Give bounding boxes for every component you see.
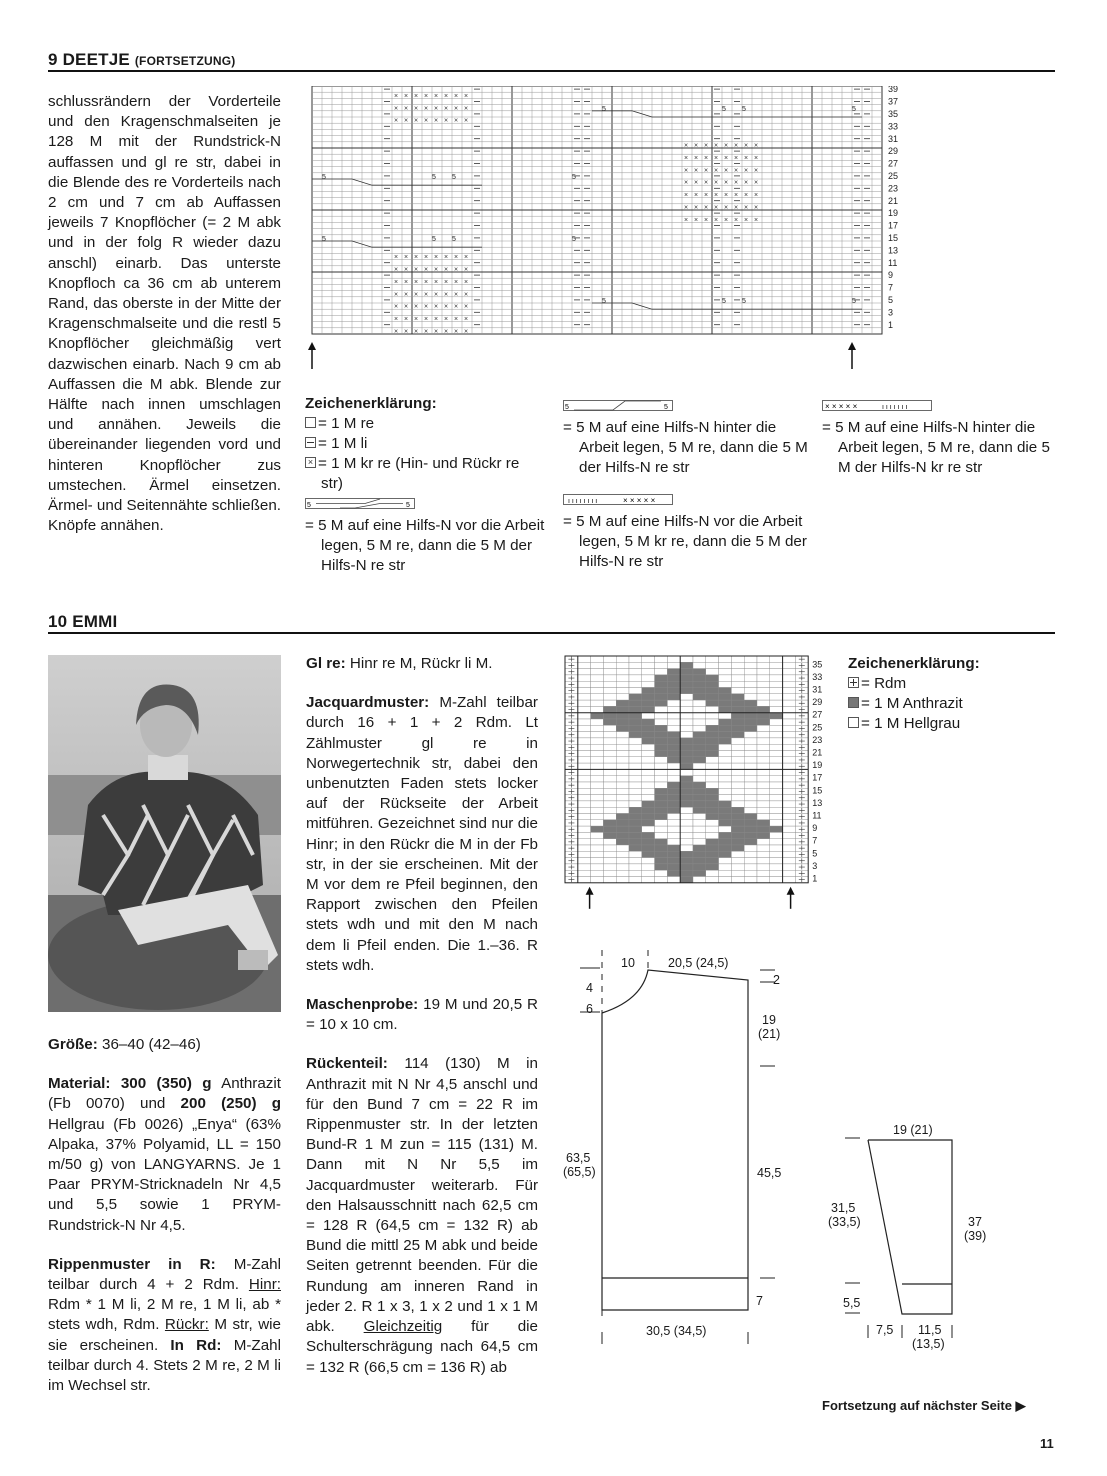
svg-text:×: ×: [414, 117, 419, 125]
row-label: 9: [812, 823, 818, 834]
empty-box-icon: [305, 417, 316, 428]
svg-text:×: ×: [744, 179, 749, 187]
svg-text:×: ×: [424, 117, 429, 125]
sleeve-335: (33,5): [828, 1215, 861, 1229]
svg-text:×: ×: [424, 278, 429, 286]
svg-text:×: ×: [734, 142, 739, 150]
svg-text:×: ×: [434, 303, 439, 311]
svg-text:×: ×: [754, 154, 759, 162]
svg-text:×: ×: [454, 316, 459, 324]
body-schematic: [560, 940, 800, 1350]
section-9-rule: [48, 70, 1055, 72]
cable-back-kr-symbol-icon: [822, 400, 932, 412]
svg-text:×: ×: [454, 254, 459, 262]
svg-text:×: ×: [714, 154, 719, 162]
svg-text:×: ×: [684, 154, 689, 162]
svg-text:×: ×: [724, 204, 729, 212]
svg-text:×: ×: [734, 204, 739, 212]
row-label: 35: [812, 659, 823, 670]
svg-text:×: ×: [464, 105, 469, 113]
svg-text:×: ×: [424, 254, 429, 262]
svg-text:×: ×: [414, 105, 419, 113]
svg-text:×: ×: [404, 254, 409, 262]
svg-text:×: ×: [394, 92, 399, 100]
svg-text:×: ×: [434, 105, 439, 113]
jacquard-chart: [560, 654, 850, 916]
row-label: 23: [812, 734, 823, 745]
svg-text:×: ×: [444, 303, 449, 311]
section-10-col1: Größe: 36–40 (42–46) Material: 300 (350) g Anthrazit (Fb 0070) und 200 (250) g Hellgrau (Fb 0026) „Enya“ (63% Alpaka, 37% Polyamid, LL = 150 m/50 g) von LANGYARNS. Je 1 Paar PRYM-Stricknadeln Nr 4,5 und 5,5 sowie 1 PRYM-Rundstrick-N Nr 4,5. Rippenmuster in R: M-Zahl teilbar durch 4 + 2 Rdm. Hinr: Rdm * 1 M li, 2 M re, 1 M li, ab * stets wdh, Rdm. Rückr: M str, wie sie erscheinen. In Rd: M-Zahl teilbar durch 4. Stets 2 M re, 2 M li im Wechsel str.: [48, 1036, 281, 1395]
svg-text:5: 5: [742, 298, 746, 305]
svg-text:×: ×: [464, 266, 469, 274]
svg-text:×: ×: [684, 142, 689, 150]
svg-text:×: ×: [684, 204, 689, 212]
sleeve-schematic: [840, 1120, 980, 1355]
measure-7: 7: [756, 1294, 763, 1308]
row-label: 19: [812, 760, 823, 771]
row-label: 19: [888, 208, 899, 219]
svg-text:×: ×: [414, 278, 419, 286]
row-label: 13: [812, 797, 823, 808]
svg-text:×: ×: [464, 117, 469, 125]
svg-text:5: 5: [852, 298, 856, 305]
svg-text:×: ×: [724, 142, 729, 150]
plus-box-icon: [848, 677, 859, 688]
continue-note: Fortsetzung auf nächster Seite ▶: [822, 1398, 1026, 1413]
svg-text:5: 5: [722, 105, 726, 113]
svg-text:×: ×: [424, 105, 429, 113]
svg-text:5: 5: [722, 298, 726, 305]
row-label: 13: [888, 245, 899, 256]
row-label: 27: [888, 158, 899, 169]
svg-text:×: ×: [734, 154, 739, 162]
light-box-icon: [848, 717, 859, 728]
section-10-rule: [48, 632, 1055, 634]
svg-text:×: ×: [714, 204, 719, 212]
svg-text:5: 5: [452, 174, 456, 181]
dark-box-icon: [848, 697, 859, 708]
svg-text:×: ×: [684, 167, 689, 175]
svg-text:×: ×: [724, 167, 729, 175]
section-9-legend-col3: × × × × × ı ı ı ı ı ı ı = 5 M auf eine Hilfs-N hinter die Arbeit legen, 5 M re, dann die 5 M der Hilfs-N kr re str: [822, 402, 1050, 476]
svg-text:×: ×: [684, 216, 689, 224]
svg-text:×: ×: [714, 167, 719, 175]
svg-text:×: ×: [734, 192, 739, 200]
svg-text:5: 5: [572, 236, 576, 243]
row-label: 1: [888, 319, 894, 330]
svg-text:×: ×: [454, 328, 459, 336]
svg-text:×: ×: [394, 291, 399, 299]
svg-text:×: ×: [394, 278, 399, 286]
svg-text:×: ×: [394, 328, 399, 336]
svg-text:×: ×: [464, 328, 469, 336]
svg-text:×: ×: [434, 117, 439, 125]
svg-text:×: ×: [444, 92, 449, 100]
svg-text:×: ×: [434, 316, 439, 324]
svg-text:×: ×: [394, 105, 399, 113]
row-label: 17: [812, 772, 823, 783]
svg-text:5: 5: [572, 174, 576, 181]
sleeve-top: 19 (21): [893, 1123, 933, 1137]
svg-text:×: ×: [754, 192, 759, 200]
svg-text:×: ×: [694, 167, 699, 175]
svg-text:5: 5: [432, 174, 436, 181]
section-9-text: schlussrändern der Vorderteile und den Kragenschmalseiten je 128 M mit der Rundstrick-N auffassen und gl re str, dabei in die Blende des re Vorderteils nach 2 cm und 7 cm ab Auffassen jeweils 7 Knopflöcher (= 2 M abk und in der folg R wieder dazu anschl) einarb. Das unterste Knopfloch ca 36 cm ab unterem Rand, das oberste in der Mitte der Kragenschmalseite und die restl 5 Knopflöcher gleichmäßig vert dazwischen einarb. Nach 9 cm ab Auffassen die M abk. Blende zur Hälfte nach innen umschlagen und annähen. Jeweils die übereinander liegenden vord und hinteren Knopflöcher zus umstechen. Ärmel einsetzen. Ärmel- und Seitennähte schließen. Knöpfe annähen.: [48, 93, 282, 535]
svg-text:×: ×: [714, 179, 719, 187]
svg-text:×: ×: [454, 278, 459, 286]
svg-text:×: ×: [424, 303, 429, 311]
svg-text:×: ×: [754, 216, 759, 224]
svg-text:×: ×: [724, 216, 729, 224]
svg-text:×: ×: [744, 192, 749, 200]
svg-text:×: ×: [704, 154, 709, 162]
row-label: 3: [888, 307, 894, 318]
svg-text:5: 5: [742, 105, 746, 113]
svg-text:×: ×: [464, 316, 469, 324]
measure-10: 10: [621, 956, 635, 970]
cross-box-icon: ×: [305, 457, 316, 468]
svg-text:×: ×: [694, 142, 699, 150]
svg-text:×: ×: [734, 216, 739, 224]
cable-front-symbol-icon: [305, 498, 415, 510]
section-9-legend-col2: 5 5 = 5 M auf eine Hilfs-N hinter die Arbeit legen, 5 M re, dann die 5 M der Hilfs-N re str ı ı ı ı ı ı ı ı × × × × × = 5 M auf eine Hilfs-N vor die Arbeit legen, 5 M kr re, dann die 5 M der Hilfs-N re str: [563, 398, 808, 572]
row-label: 39: [888, 86, 899, 95]
svg-text:×: ×: [444, 105, 449, 113]
row-label: 5: [812, 848, 818, 859]
row-label: 15: [888, 233, 899, 243]
svg-text:5: 5: [432, 236, 436, 243]
svg-text:×: ×: [454, 266, 459, 274]
row-label: 27: [812, 709, 823, 720]
arrow-up-icon: [848, 342, 856, 369]
svg-text:×: ×: [744, 204, 749, 212]
svg-text:×: ×: [424, 328, 429, 336]
svg-text:×: ×: [754, 142, 759, 150]
measure-2: 2: [773, 973, 780, 987]
svg-text:× × × × ×: × × × × ×: [623, 496, 656, 505]
row-label: 21: [812, 747, 823, 758]
svg-text:×: ×: [744, 216, 749, 224]
row-label: 15: [812, 785, 823, 796]
svg-text:×: ×: [694, 154, 699, 162]
svg-text:×: ×: [464, 291, 469, 299]
svg-text:×: ×: [404, 266, 409, 274]
svg-text:5: 5: [322, 236, 326, 243]
svg-text:×: ×: [694, 216, 699, 224]
svg-text:5: 5: [565, 404, 569, 411]
svg-text:×: ×: [684, 192, 689, 200]
row-label: 35: [888, 109, 899, 119]
svg-text:× × × × ×: × × × × ×: [825, 402, 858, 411]
sleeve-75: 7,5: [876, 1323, 894, 1337]
svg-text:5: 5: [406, 502, 410, 509]
row-label: 33: [812, 671, 823, 682]
svg-text:×: ×: [404, 303, 409, 311]
row-label: 31: [888, 133, 899, 144]
svg-text:×: ×: [464, 303, 469, 311]
row-label: 29: [812, 697, 823, 708]
row-label: 25: [888, 171, 899, 181]
svg-text:×: ×: [424, 291, 429, 299]
svg-text:×: ×: [444, 254, 449, 262]
section-9-legend: Zeichenerklärung: = 1 M re = 1 M li × = 1 M kr re (Hin- und Rückr re str) 5 5 = 5 M auf eine Hilfs-N vor die Arbeit legen, 5 M re, dann die 5 M der Hilfs-N re str: [305, 395, 545, 574]
measure-shoulder: 20,5 (24,5): [668, 956, 729, 970]
svg-text:×: ×: [404, 278, 409, 286]
svg-text:×: ×: [404, 316, 409, 324]
svg-text:5: 5: [322, 174, 326, 181]
svg-text:×: ×: [694, 204, 699, 212]
svg-text:×: ×: [394, 316, 399, 324]
section-9-cable-chart: [305, 86, 905, 376]
row-label: 29: [888, 146, 899, 157]
svg-text:×: ×: [444, 117, 449, 125]
svg-text:×: ×: [744, 154, 749, 162]
svg-text:×: ×: [424, 316, 429, 324]
svg-text:×: ×: [754, 179, 759, 187]
svg-text:×: ×: [464, 254, 469, 262]
svg-text:×: ×: [714, 216, 719, 224]
svg-text:×: ×: [404, 117, 409, 125]
svg-text:×: ×: [394, 303, 399, 311]
minus-box-icon: [305, 437, 316, 448]
row-label: 33: [888, 121, 899, 132]
row-label: 23: [888, 183, 899, 194]
svg-text:×: ×: [684, 179, 689, 187]
section-10-col2: Gl re: Hinr re M, Rückr li M. Jacquardmuster: M-Zahl teilbar durch 16 + 1 + 2 Rdm. Lt Zählmuster gl re in Norwegertechnik str, dabei den unbenutzten Faden stets locker auf der Rückseite der Arbeit mitführen. Gezeichnet sind nur die Hinr; in den Rückr die M in der Fb str, in der sie erscheinen. Mit der M vor dem re Pfeil beginnen, den Rapport zwischen den Pfeilen stets wdh und mit den M nach dem li Pfeil enden. Die 1.–36. R stets wdh. Maschenprobe: 19 M und 20,5 R = 10 x 10 cm. Rückenteil: 114 (130) M in Anthrazit mit N Nr 4,5 anschl und für den Bund 7 cm = 22 R im Rippenmuster str. In der letzten Bund-R 1 M zun = 115 (131) M. Dann mit N Nr 5,5 im Jacquardmuster weiterarb. Für den Halsausschnitt nach 62,5 cm = 128 R (64,5 cm = 132 R) ab Bund die mittl 25 M abk und beide Seiten getrennt beenden. Für die Rundung am inneren Rand in jeder 2. R 1 x 3, 1 x 2 und 1 x 1 M abk. Gleichzeitig für die Schulterschrägung nach 64,5 cm = 132 R (66,5 cm = 136 R) ab: [306, 655, 538, 1376]
svg-text:×: ×: [724, 179, 729, 187]
svg-text:×: ×: [424, 92, 429, 100]
sleeve-55: 5,5: [843, 1296, 861, 1310]
svg-text:×: ×: [444, 278, 449, 286]
svg-text:×: ×: [704, 216, 709, 224]
measure-4: 4: [586, 981, 593, 995]
measure-455: 45,5: [757, 1166, 782, 1180]
svg-text:×: ×: [754, 204, 759, 212]
svg-text:5: 5: [307, 502, 311, 509]
arrow-up-icon: [787, 887, 795, 909]
svg-text:×: ×: [464, 92, 469, 100]
svg-text:5: 5: [452, 236, 456, 243]
svg-text:×: ×: [414, 266, 419, 274]
svg-text:×: ×: [434, 278, 439, 286]
svg-text:×: ×: [444, 316, 449, 324]
svg-text:×: ×: [444, 266, 449, 274]
svg-text:5: 5: [664, 404, 668, 411]
svg-text:ı ı ı ı ı ı ı: ı ı ı ı ı ı ı: [882, 404, 908, 411]
svg-text:×: ×: [394, 117, 399, 125]
svg-text:×: ×: [414, 92, 419, 100]
svg-text:×: ×: [434, 266, 439, 274]
measure-6: 6: [586, 1002, 593, 1016]
svg-text:5: 5: [602, 298, 606, 305]
svg-text:×: ×: [434, 328, 439, 336]
row-label: 37: [888, 96, 899, 107]
svg-text:×: ×: [454, 105, 459, 113]
svg-text:×: ×: [754, 167, 759, 175]
row-label: 5: [888, 295, 894, 305]
svg-text:5: 5: [602, 105, 606, 113]
row-label: 9: [888, 270, 894, 281]
sleeve-39: (39): [964, 1229, 987, 1243]
svg-text:×: ×: [714, 142, 719, 150]
row-label: 21: [888, 195, 899, 206]
svg-text:×: ×: [734, 179, 739, 187]
svg-text:×: ×: [414, 291, 419, 299]
cable-front-kr-symbol-icon: [563, 494, 673, 506]
page-number: 11: [1040, 1436, 1054, 1451]
model-photo: [48, 655, 281, 1012]
svg-text:×: ×: [434, 291, 439, 299]
measure-635: 63,5: [566, 1151, 591, 1165]
svg-text:×: ×: [394, 254, 399, 262]
svg-text:×: ×: [394, 266, 399, 274]
arrow-up-icon: [308, 342, 316, 369]
arrow-up-icon: [586, 887, 594, 909]
svg-text:×: ×: [434, 92, 439, 100]
sleeve-115: 11,5: [918, 1323, 942, 1337]
row-label: 1: [812, 873, 818, 884]
svg-text:×: ×: [414, 254, 419, 262]
svg-text:×: ×: [694, 192, 699, 200]
svg-text:×: ×: [714, 192, 719, 200]
section-9-title: 9 DEETJE (FORTSETZUNG): [48, 50, 236, 69]
svg-text:×: ×: [444, 291, 449, 299]
svg-text:×: ×: [704, 192, 709, 200]
svg-text:×: ×: [404, 92, 409, 100]
svg-text:×: ×: [464, 278, 469, 286]
section-10-title: 10 EMMI: [48, 612, 118, 631]
svg-text:×: ×: [444, 328, 449, 336]
svg-text:×: ×: [404, 291, 409, 299]
svg-text:×: ×: [414, 303, 419, 311]
measure-width: 30,5 (34,5): [646, 1324, 707, 1338]
row-label: 11: [888, 257, 898, 268]
svg-text:×: ×: [724, 192, 729, 200]
svg-text:×: ×: [414, 328, 419, 336]
row-label: 7: [812, 835, 818, 846]
svg-text:×: ×: [434, 254, 439, 262]
measure-19: 19: [762, 1013, 776, 1027]
measure-655: (65,5): [563, 1165, 596, 1179]
row-label: 25: [812, 722, 823, 733]
svg-text:×: ×: [454, 303, 459, 311]
cable-back-symbol-icon: [563, 400, 673, 412]
svg-text:×: ×: [704, 167, 709, 175]
row-label: 17: [888, 220, 899, 231]
svg-text:×: ×: [454, 117, 459, 125]
measure-21: (21): [758, 1027, 781, 1041]
svg-text:×: ×: [724, 154, 729, 162]
row-label: 11: [812, 810, 822, 821]
svg-text:×: ×: [704, 142, 709, 150]
svg-text:×: ×: [734, 167, 739, 175]
section-10-legend: Zeichenerklärung: = Rdm = 1 M Anthrazit = 1 M Hellgrau: [848, 655, 980, 732]
sleeve-135: (13,5): [912, 1337, 945, 1351]
svg-text:×: ×: [704, 204, 709, 212]
svg-text:×: ×: [744, 167, 749, 175]
svg-text:ı ı ı ı ı ı ı ı: ı ı ı ı ı ı ı ı: [568, 498, 598, 505]
svg-text:×: ×: [454, 92, 459, 100]
svg-text:×: ×: [404, 328, 409, 336]
svg-text:×: ×: [404, 105, 409, 113]
sleeve-37: 37: [968, 1215, 982, 1229]
svg-text:×: ×: [454, 291, 459, 299]
row-label: 3: [812, 860, 818, 871]
row-label: 31: [812, 684, 823, 695]
row-label: 7: [888, 282, 894, 293]
svg-text:×: ×: [424, 266, 429, 274]
sleeve-315: 31,5: [831, 1201, 856, 1215]
svg-text:5: 5: [852, 105, 856, 113]
svg-text:×: ×: [704, 179, 709, 187]
svg-text:×: ×: [414, 316, 419, 324]
svg-text:×: ×: [744, 142, 749, 150]
svg-text:×: ×: [694, 179, 699, 187]
